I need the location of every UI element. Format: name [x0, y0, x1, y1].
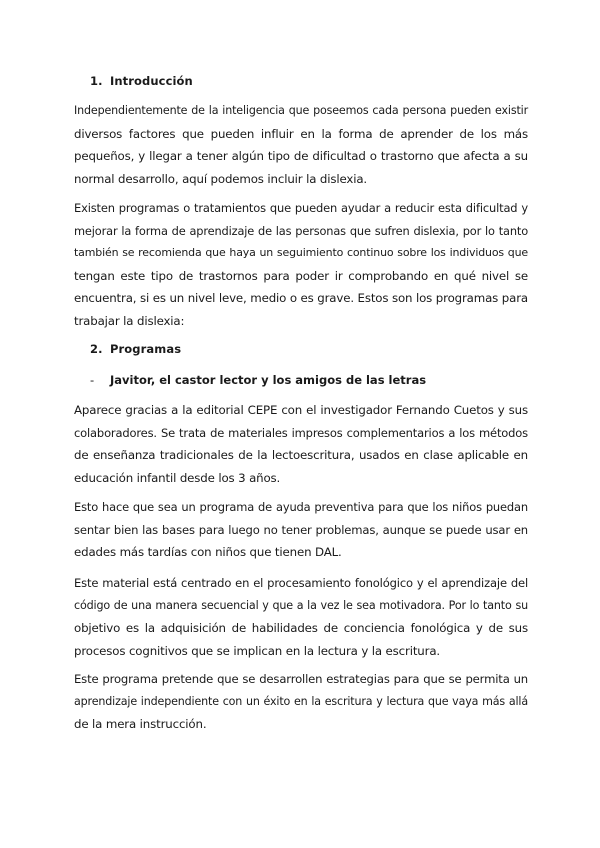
paragraph-javitor-preventivo [74, 496, 528, 564]
text-line: colaboradores. Se trata de materiales impresos complementarios a los métodos [74, 425, 528, 440]
text-line: educación infantil desde los 3 años. [74, 470, 281, 485]
text-line: mejorar la forma de aprendizaje de las personas que sufren dislexia, por lo tanto [74, 223, 528, 238]
text-line: Este programa pretende que se desarrollen estrategias para que se permita un [74, 672, 528, 686]
text-line: de la mera instrucción. [74, 717, 207, 731]
text-line: aprendizaje independiente con un éxito en la escritura y lectura que vaya más allá [74, 694, 528, 708]
paragraph-javitor-origen [74, 399, 528, 489]
text-line: también se recomienda que haya un seguimiento continuo sobre los individuos que [74, 246, 528, 259]
paragraph-javitor-estrategias [74, 668, 528, 736]
text-line: diversos factores que pueden influir en la forma de aprender de los más [74, 126, 528, 141]
text-line: Aparece gracias a la editorial CEPE con el investigador Fernando Cuetos y sus [74, 403, 528, 417]
paragraph-intro [74, 100, 528, 190]
section-heading-programas [90, 342, 181, 356]
section-title: Introducción [110, 74, 193, 88]
text-line: Esto hace que sea un programa de ayuda preventiva para que los niños puedan [74, 500, 528, 514]
subsection-title: Javitor, el castor lector y los amigos de las letras [110, 373, 427, 387]
text-line: sentar bien las bases para luego no tener problemas, aunque se puede usar en [74, 522, 528, 537]
text-line: objetivo es la adquisición de habilidades de conciencia fonológica y de sus [74, 621, 528, 635]
section-number: 2. [90, 342, 103, 356]
text-line: Independientemente de la inteligencia que poseemos cada persona pueden existir [74, 104, 528, 117]
text-line: encuentra, si es un nivel leve, medio o es grave. Estos son los programas para [74, 291, 528, 305]
text-line: trabajar la dislexia: [74, 313, 185, 328]
text-line: edades más tardías con niños que tienen DAL. [74, 545, 342, 559]
text-line: Existen programas o tratamientos que pueden ayudar a reducir esta dificultad y [74, 201, 528, 215]
text-line: tengan este tipo de trastornos para poder ir comprobando en qué nivel se [74, 268, 528, 283]
paragraph-javitor-material [74, 572, 528, 662]
text-line: código de una manera secuencial y que a la vez le sea motivadora. Por lo tanto su [74, 598, 528, 612]
section-number: 1. [90, 74, 103, 88]
text-line: procesos cognitivos que se implican en la lectura y la escritura. [74, 643, 441, 658]
section-heading-introduccion [90, 74, 193, 88]
text-line: normal desarrollo, aquí podemos incluir la dislexia. [74, 171, 368, 186]
subsection-heading-javitor [90, 373, 426, 387]
paragraph-programas-intro [74, 197, 528, 332]
text-line: Este material está centrado en el procesamiento fonológico y el aprendizaje del [74, 576, 528, 590]
section-title: Programas [110, 342, 182, 356]
text-line: pequeños, y llegar a tener algún tipo de dificultad o trastorno que afecta a su [74, 149, 528, 163]
text-line: de enseñanza tradicionales de la lectoescritura, usados en clase aplicable en [74, 448, 528, 462]
list-dash: - [90, 373, 95, 387]
